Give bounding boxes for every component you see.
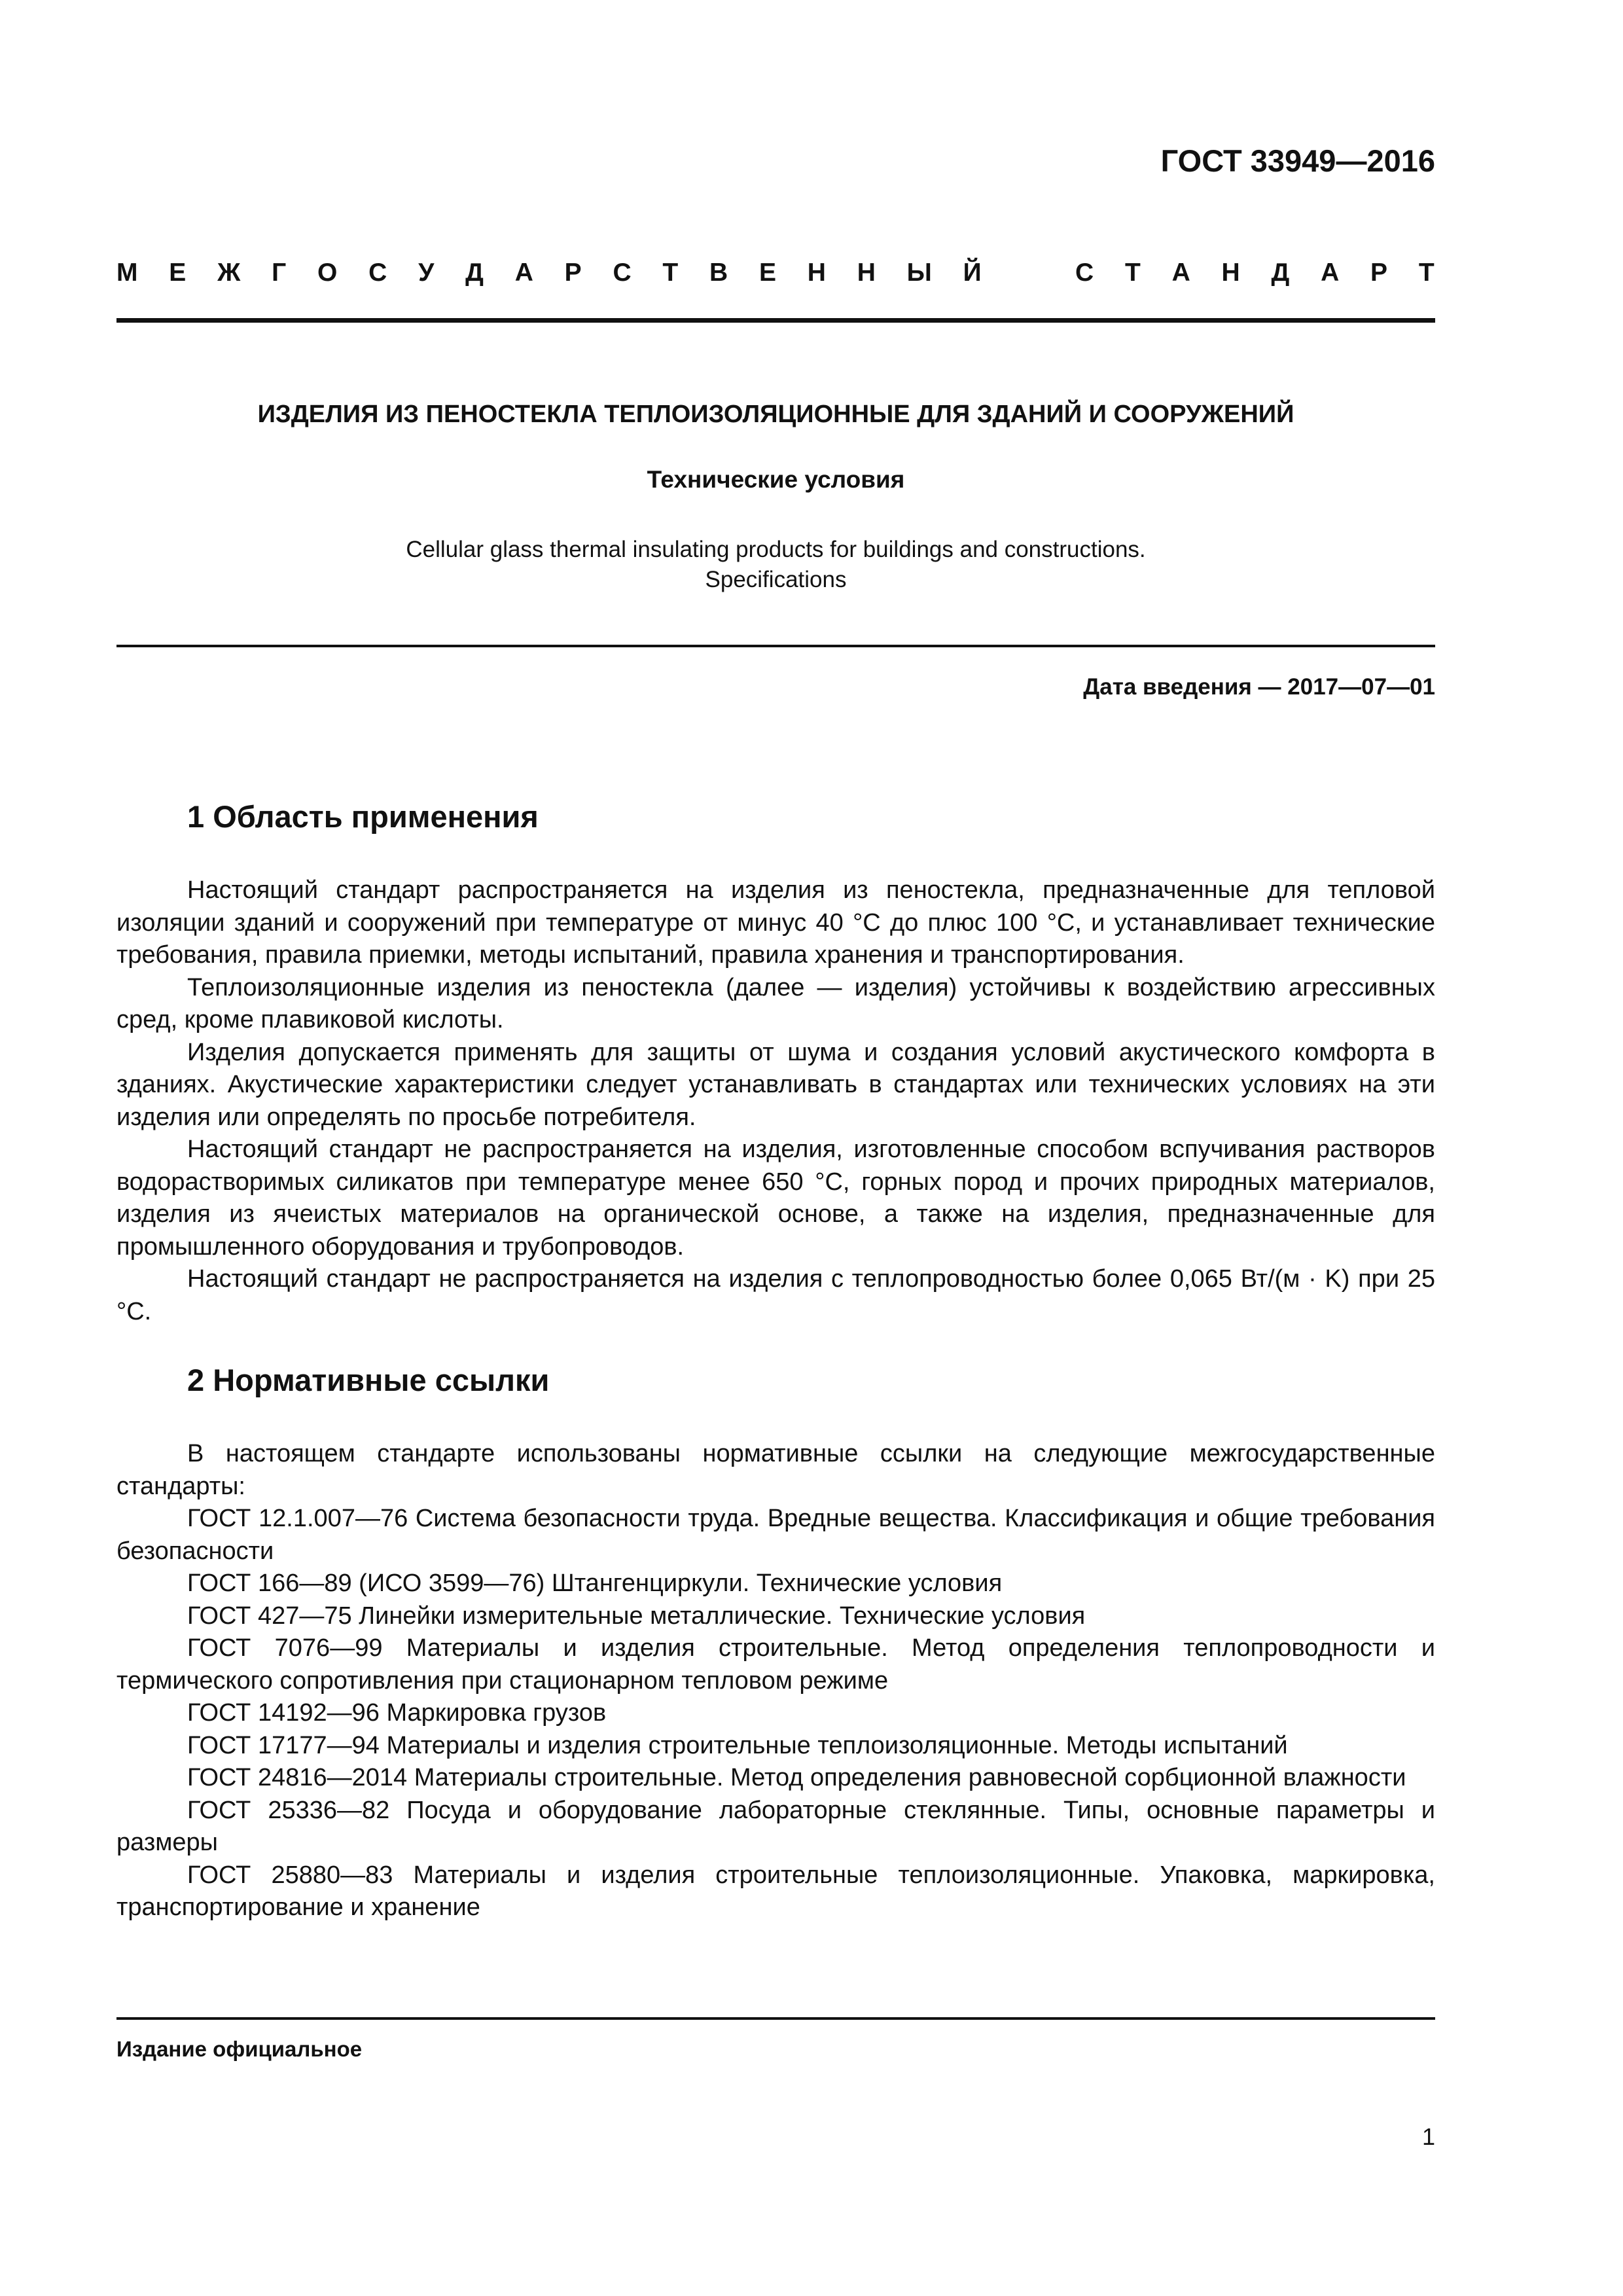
english-title-line-2: Specifications bbox=[705, 567, 847, 592]
interstate-title-letter: Р bbox=[1370, 259, 1388, 287]
interstate-title-letter: Н bbox=[1221, 259, 1240, 287]
section-1-paragraph: Изделия допускается применять для защиты от шума и создания условий акустического комфорта в зданиях. Акустические характеристики следует устанавливать в стандартах или технических условиях на эти изделия или определять по просьбе потребителя. bbox=[116, 1038, 1435, 1131]
interstate-title-letter: Н bbox=[857, 259, 876, 287]
section-1-body bbox=[116, 874, 1435, 1328]
footer-divider bbox=[116, 2017, 1435, 2020]
title-divider bbox=[116, 645, 1435, 647]
standard-code: ГОСТ 33949—2016 bbox=[1160, 143, 1435, 178]
reference-item: ГОСТ 25880—83 Материалы и изделия строительные теплоизоляционные. Упаковка, маркировка, транспортирование и хранение bbox=[116, 1861, 1435, 1921]
interstate-title-letter: С bbox=[613, 259, 632, 287]
document-subtitle: Технические условия bbox=[647, 466, 905, 493]
interstate-title-letter: С bbox=[1075, 259, 1094, 287]
page-number: 1 bbox=[1421, 2123, 1435, 2150]
interstate-title-letter: У bbox=[418, 259, 435, 287]
reference-item: ГОСТ 24816—2014 Материалы строительные. Метод определения равновесной сорбционной влажности bbox=[187, 1764, 1406, 1791]
reference-item: ГОСТ 427—75 Линейки измерительные металлические. Технические условия bbox=[187, 1602, 1086, 1630]
interstate-title-letter: В bbox=[709, 259, 728, 287]
reference-item: ГОСТ 17177—94 Материалы и изделия строительные теплоизоляционные. Методы испытаний bbox=[187, 1731, 1288, 1759]
interstate-title-letter: Ж bbox=[217, 259, 241, 287]
interstate-title-letter: Г bbox=[272, 259, 287, 287]
header-divider bbox=[116, 318, 1435, 323]
interstate-title-letter: Н bbox=[807, 259, 826, 287]
reference-item: ГОСТ 14192—96 Маркировка грузов bbox=[187, 1699, 607, 1727]
section-2-body bbox=[116, 1438, 1435, 1924]
interstate-title-letter: Ы bbox=[906, 259, 932, 287]
reference-item: ГОСТ 7076—99 Материалы и изделия строительные. Метод определения теплопроводности и термического сопротивления при стационарном тепловом режиме bbox=[116, 1634, 1435, 1695]
interstate-title-letter: Д bbox=[1271, 259, 1290, 287]
interstate-title-letter: Т bbox=[662, 259, 679, 287]
interstate-title-letter: А bbox=[1171, 259, 1190, 287]
interstate-title-letter: Е bbox=[758, 259, 776, 287]
document-title: ИЗДЕЛИЯ ИЗ ПЕНОСТЕКЛА ТЕПЛОИЗОЛЯЦИОННЫЕ ДЛЯ ЗДАНИЙ И СООРУЖЕНИЙ bbox=[257, 401, 1294, 428]
section-1-heading: 1 Область применения bbox=[187, 799, 539, 834]
reference-item: ГОСТ 12.1.007—76 Система безопасности труда. Вредные вещества. Классификация и общие требования безопасности bbox=[116, 1505, 1435, 1565]
introduction-date: Дата введения — 2017—07—01 bbox=[1083, 674, 1435, 700]
interstate-title-letter: Е bbox=[169, 259, 187, 287]
interstate-title-letter: С bbox=[368, 259, 387, 287]
section-1-paragraph: Настоящий стандарт не распространяется на изделия с теплопроводностью более 0,065 Вт/(м · K) при 25 °С. bbox=[116, 1265, 1435, 1325]
section-1-paragraph: Теплоизоляционные изделия из пеностекла (далее — изделия) устойчивы к воздействию агрессивных сред, кроме плавиковой кислоты. bbox=[116, 973, 1435, 1033]
english-title bbox=[116, 535, 1435, 595]
interstate-title-letter: М bbox=[116, 259, 138, 287]
interstate-title-letter: А bbox=[1321, 259, 1340, 287]
interstate-standard-title bbox=[116, 259, 1435, 287]
section-1-paragraph: Настоящий стандарт не распространяется на изделия, изготовленные способом вспучивания растворов водорастворимых силикатов при температуре менее 650 °С, горных пород и прочих природных материалов, изделия из ячеистых материалов на органической основе, а также на изделия, предназначенные для промышленного оборудования и трубопроводов. bbox=[116, 1136, 1435, 1261]
interstate-title-letter: Т bbox=[1124, 259, 1141, 287]
interstate-title-letter: О bbox=[317, 259, 338, 287]
reference-item: ГОСТ 25336—82 Посуда и оборудование лабораторные стеклянные. Типы, основные параметры и размеры bbox=[116, 1796, 1435, 1856]
interstate-title-letter: Р bbox=[564, 259, 582, 287]
interstate-title-letter: Т bbox=[1418, 259, 1435, 287]
interstate-title-letter: А bbox=[514, 259, 533, 287]
english-title-line-1: Cellular glass thermal insulating products for buildings and constructions. bbox=[406, 537, 1146, 562]
section-1-paragraph: Настоящий стандарт распространяется на изделия из пеностекла, предназначенные для тепловой изоляции зданий и сооружений при температуре от минус 40 °С до плюс 100 °С, и устанавливает технические требования, правила приемки, методы испытаний, правила хранения и транспортирования. bbox=[116, 876, 1435, 969]
interstate-title-letter: Д bbox=[465, 259, 484, 287]
reference-item: ГОСТ 166—89 (ИСО 3599—76) Штангенциркули. Технические условия bbox=[187, 1570, 1003, 1597]
interstate-title-letter: Й bbox=[963, 259, 982, 287]
section-2-paragraph: В настоящем стандарте использованы нормативные ссылки на следующие межгосударственные стандарты: bbox=[116, 1440, 1435, 1500]
official-edition-note: Издание официальное bbox=[116, 2037, 363, 2061]
section-2-heading: 2 Нормативные ссылки bbox=[187, 1363, 550, 1397]
